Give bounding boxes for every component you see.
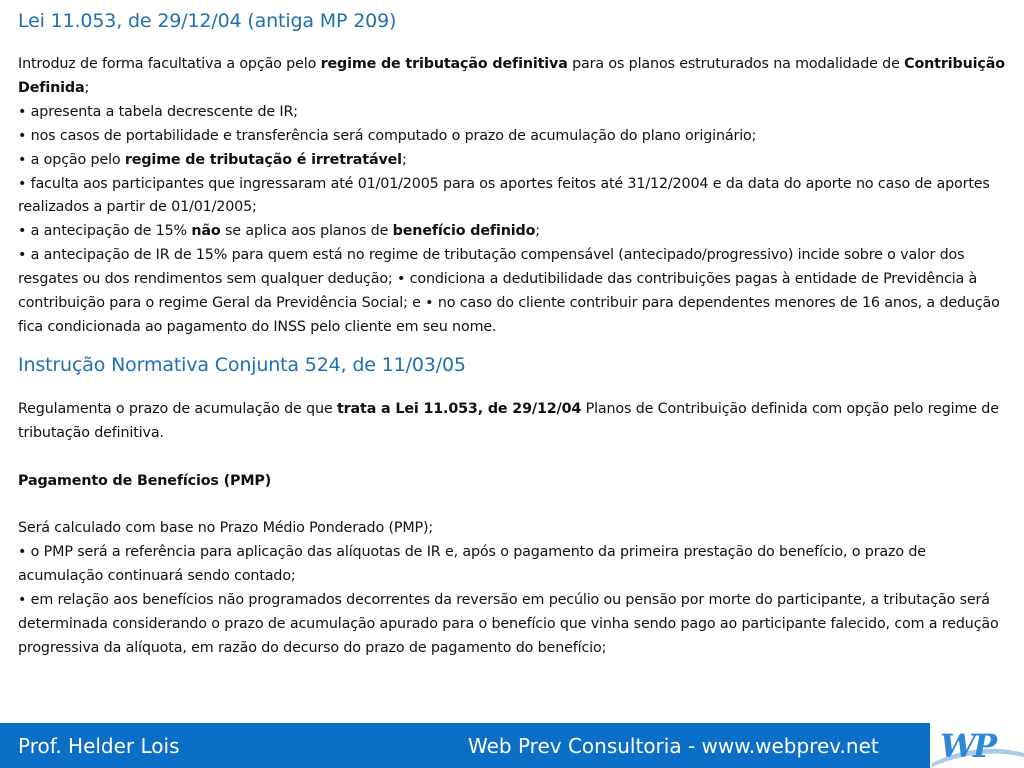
bullet-portabilidade: • nos casos de portabilidade e transferência será computado o prazo de acumulação do plano originário;: [18, 127, 757, 144]
regulamenta-a: Regulamenta o prazo de acumulação de que: [18, 400, 337, 417]
bullet-antecipacao-nao: não: [191, 223, 221, 240]
bullet-antecipacao-c: se aplica aos planos de: [220, 223, 393, 240]
bullet-irretratavel-a: • a opção pelo: [18, 151, 125, 168]
slide-content: [18, 8, 1008, 661]
intro-paragraph: [18, 53, 1008, 101]
intro-text-c: para os planos estruturados na modalidade de: [567, 56, 905, 72]
webprev-logo: [928, 723, 1024, 768]
heading-instrucao-normativa: Instrução Normativa Conjunta 524, de 11/03/05: [18, 353, 466, 376]
bullet-antecipacao-bd: benefício definido: [392, 223, 536, 240]
bullet-irretratavel-bold: regime de tributação é irretratável: [124, 151, 402, 168]
footer-author: Prof. Helder Lois: [18, 734, 180, 758]
logo-text: WP: [940, 727, 994, 765]
bullet-antecipacao-e: ;: [535, 223, 540, 240]
intro-text-e: ;: [84, 79, 90, 96]
intro-bold-contribuicao: Contribuição Definida: [18, 56, 1005, 96]
bullet-pmp-referencia: • o PMP será a referência para aplicação das alíquotas de IR e, após o pagamento da primeira prestação do benefício, o prazo de acumulação continuará sendo contado;: [18, 544, 926, 585]
intro-bold-regime: regime de tributação definitiva: [320, 56, 568, 72]
footer-bar: [0, 723, 1024, 768]
spacer: [18, 493, 1008, 517]
bullet-tabela: • apresenta a tabela decrescente de IR;: [18, 103, 298, 120]
bullet-irretratavel: [18, 149, 1008, 173]
bullet-antecipacao-a: • a antecipação de 15%: [18, 223, 192, 240]
bullet-beneficios-nao-programados: • em relação aos benefícios não programados decorrentes da reversão em pecúlio ou pensão por morte do participante, a tributação será determinada considerando o prazo de acumulação apurado para o benefício que vinha sendo pago ao participante falecido, com a redução progressiva da alíquota, em razão do decurso do prazo de pagamento do benefício;: [18, 592, 999, 656]
bullet-irretratavel-c: ;: [401, 151, 407, 168]
regulamenta-bold: trata a Lei 11.053, de 29/12/04: [336, 400, 582, 417]
subheading-pmp: [18, 470, 1008, 494]
bullet-faculta: • faculta aos participantes que ingressaram até 01/01/2005 para os aportes feitos até 31/12/2004 e da data do aporte no caso de aportes realizados a partir de 01/01/2005;: [18, 175, 990, 216]
subheading-pmp-text: Pagamento de Benefícios (PMP): [18, 472, 272, 489]
intro-text-a: Introduz de forma facultativa a opção pelo: [18, 56, 321, 72]
paragraph-pmp-calculo: Será calculado com base no Prazo Médio Ponderado (PMP);: [18, 520, 434, 537]
regulamenta-c: Planos de Contribuição definida com opção pelo regime de tributação definitiva.: [18, 400, 999, 441]
bullet-ir-compensavel: • a antecipação de IR de 15% para quem está no regime de tributação compensável (antecipado/progressivo) incide sobre o valor dos resgates ou dos rendimentos sem qualquer dedução; • condiciona a dedutibilidade das contribuições pagas à entidade de Previdência à contribuição para o regime Geral da Previdência Social; e • no caso do cliente contribuir para dependentes menores de 16 anos, a dedução fica condicionada ao pagamento do INSS pelo cliente em seu nome.: [18, 247, 1000, 335]
bullet-antecipacao-15: [18, 220, 1008, 244]
footer-company: Web Prev Consultoria - www.webprev.net: [468, 734, 879, 758]
spacer: [18, 446, 1008, 470]
paragraph-regulamenta: [18, 398, 1008, 446]
heading-lei-11053: Lei 11.053, de 29/12/04 (antiga MP 209): [18, 10, 397, 32]
